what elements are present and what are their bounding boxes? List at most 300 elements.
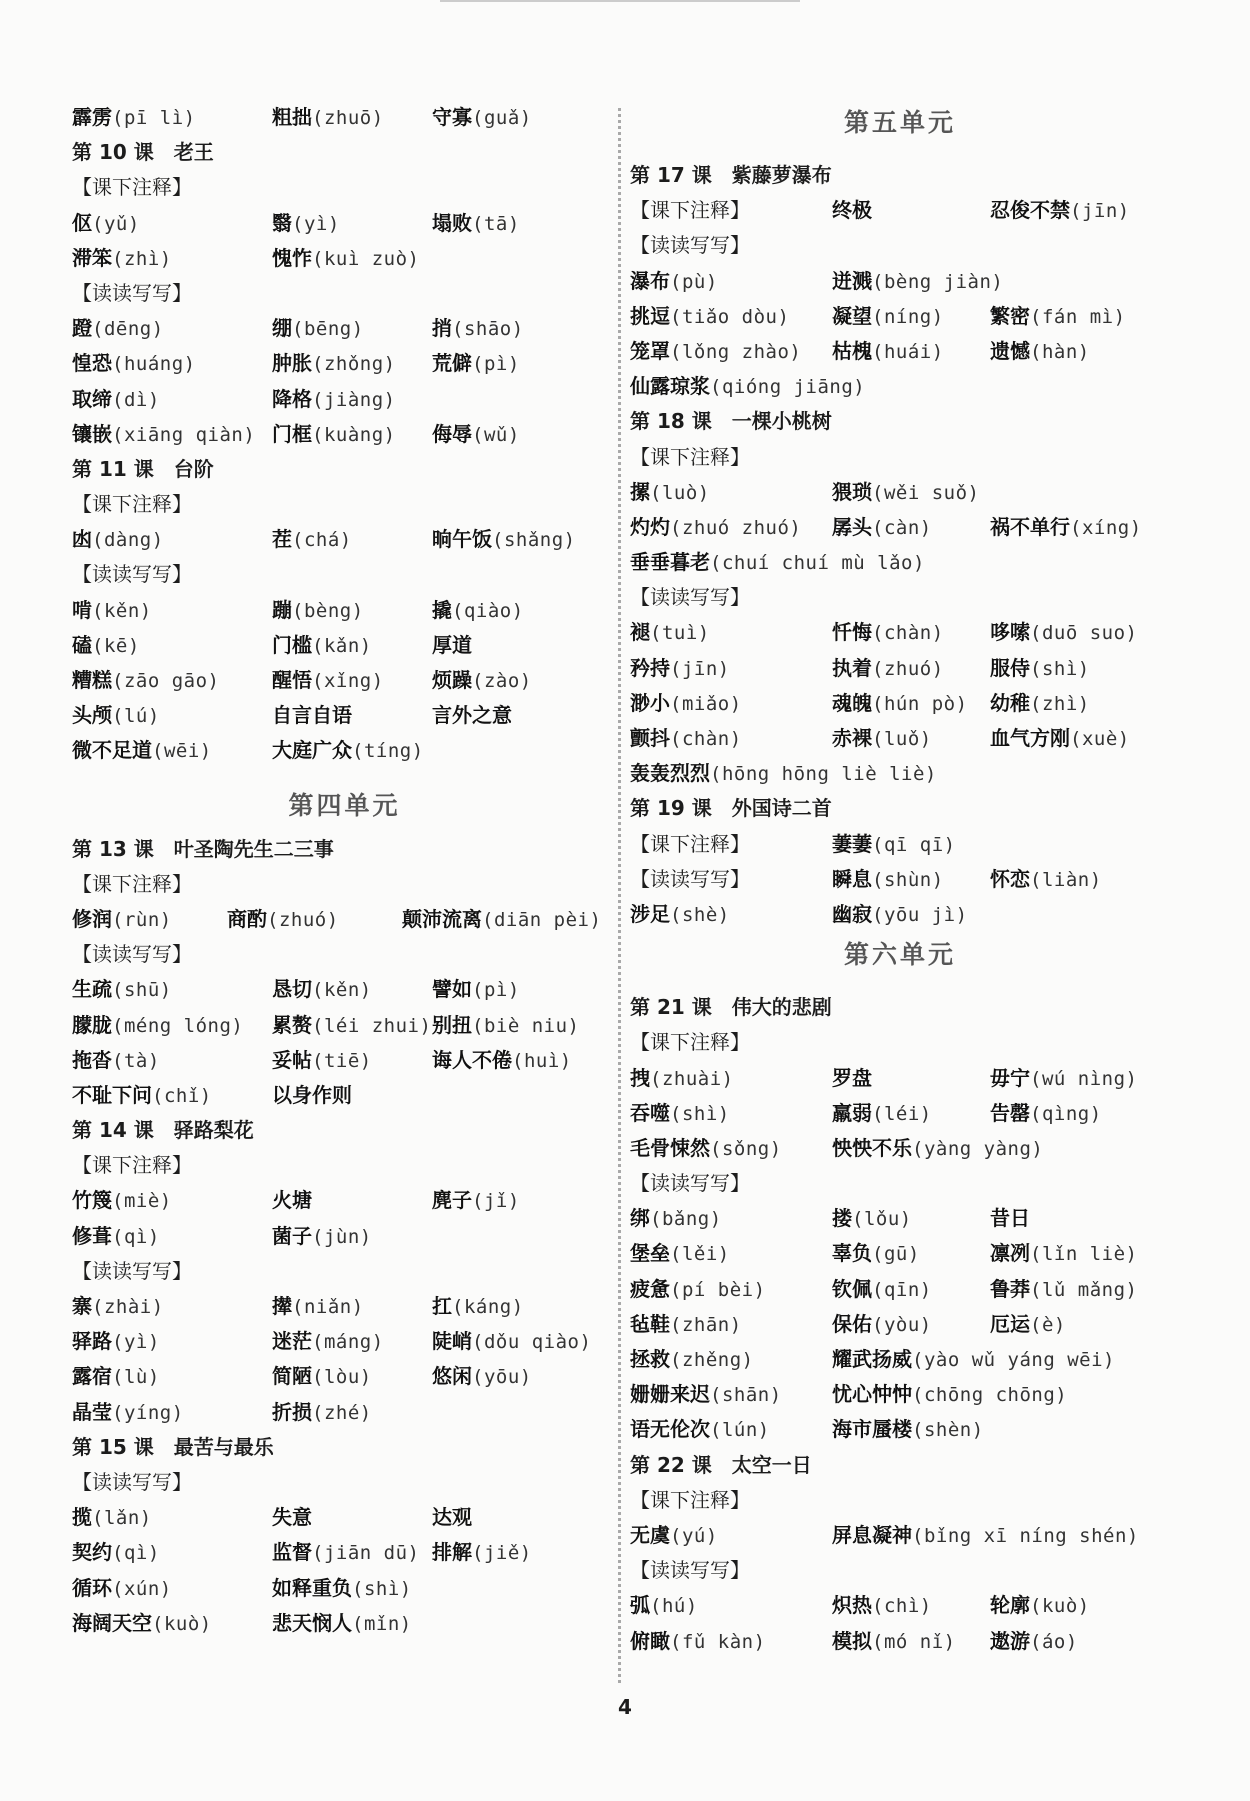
vocab-row (630, 1588, 1170, 1623)
vocab-entry (990, 1624, 1078, 1660)
vocab-row (72, 698, 617, 733)
section-label: 【读读写写】 (630, 585, 750, 610)
vocab-entry (832, 264, 1003, 300)
vocab-entry (832, 1588, 932, 1624)
vocab-word: 赤裸 (832, 726, 872, 750)
vocab-row (72, 1359, 617, 1394)
pinyin: (máng) (312, 1331, 384, 1354)
section-label: 【课下注释】 (630, 444, 750, 469)
vocab-entry (432, 663, 532, 699)
vocab-row (630, 686, 1170, 721)
vocab-entry (832, 1096, 932, 1132)
vocab-word: 矜持 (630, 655, 670, 680)
vocab-entry (432, 1324, 591, 1360)
vocab-word: 哆嗦 (990, 620, 1030, 645)
vocab-word: 忍俊不禁 (990, 198, 1070, 223)
pinyin: (zhuó) (872, 657, 944, 680)
vocab-entry (630, 1201, 722, 1237)
vocab-entry (72, 1395, 184, 1431)
vocab-entry (832, 1377, 1067, 1413)
pinyin: (kuì zuò) (312, 247, 420, 270)
pinyin: (huáng) (112, 353, 196, 376)
vocab-entry (72, 902, 172, 938)
pinyin: (dì) (112, 388, 160, 411)
pinyin: (jiě) (472, 1542, 532, 1565)
vocab-entry (990, 686, 1090, 722)
vocab-word: 拯救 (630, 1347, 670, 1371)
vocab-word: 拖沓 (72, 1047, 112, 1072)
section-label: 【课下注释】 (72, 492, 192, 517)
vocab-word: 毡鞋 (630, 1311, 670, 1336)
vocab-word: 怏怏不乐 (832, 1135, 912, 1160)
vocab-word: 遗憾 (990, 338, 1030, 363)
vocab-word: 保佑 (832, 1311, 872, 1336)
vocab-entry (272, 100, 384, 136)
vocab-entry (272, 1571, 412, 1607)
vocab-word: 祸不单行 (990, 514, 1070, 539)
vocab-word: 堡垒 (630, 1241, 670, 1266)
vocab-word: 服侍 (990, 655, 1030, 680)
vocab-row (630, 756, 1170, 791)
section-label: 【课下注释】 (630, 1030, 750, 1055)
vocab-entry (227, 902, 339, 938)
vocab-entry (630, 1518, 718, 1554)
section-label: 【读读写写】 (72, 280, 192, 305)
vocab-word: 荒僻 (432, 351, 472, 376)
vocab-word: 悲天悯人 (272, 1610, 352, 1635)
pinyin: (shùn) (872, 868, 944, 891)
vocab-entry (630, 299, 789, 335)
vocab-row (630, 1272, 1170, 1307)
vocab-entry (72, 698, 160, 734)
vocab-entry (432, 1183, 520, 1219)
vocab-row (630, 862, 1170, 897)
pinyin: (níng) (872, 305, 944, 328)
vocab-word: 恳切 (272, 977, 312, 1002)
vocab-word: 仙露琼浆 (630, 374, 710, 399)
vocab-row (72, 1395, 617, 1430)
vocab-entry (272, 311, 364, 347)
vocab-row (72, 311, 617, 346)
vocab-entry (832, 827, 956, 863)
pinyin: (miè) (112, 1190, 172, 1213)
vocab-entry (990, 1201, 1030, 1236)
vocab-word: 厚道 (432, 632, 472, 657)
vocab-entry (832, 1518, 1139, 1554)
vocab-entry (272, 698, 352, 733)
pinyin: (yíng) (112, 1401, 184, 1424)
pinyin: (wǔ) (472, 423, 520, 446)
vocab-entry (630, 264, 718, 300)
vocab-row (72, 663, 617, 698)
pinyin: (lǒng zhào) (670, 340, 802, 363)
vocab-word: 海阔天空 (72, 1610, 152, 1635)
vocab-row (72, 522, 617, 557)
section-label: 【课下注释】 (72, 175, 192, 200)
vocab-row (630, 475, 1170, 510)
pinyin: (yǔ) (92, 212, 140, 235)
vocab-entry (990, 1272, 1137, 1308)
vocab-word: 大庭广众 (272, 738, 352, 763)
pinyin: (xún) (112, 1577, 172, 1600)
vocab-entry (432, 311, 524, 347)
vocab-entry (630, 615, 710, 651)
vocab-word: 诲人不倦 (432, 1047, 512, 1072)
vocab-word: 露宿 (72, 1364, 112, 1389)
lesson-number: 第 19 课 (630, 796, 712, 821)
vocab-row (72, 1571, 617, 1606)
pinyin: (shè) (670, 903, 730, 926)
pinyin: (jǐ) (472, 1190, 520, 1213)
vocab-word: 耀武扬威 (832, 1347, 912, 1371)
vocab-entry (272, 417, 396, 453)
pinyin: (shì) (352, 1577, 412, 1600)
vocab-entry (432, 417, 520, 453)
vocab-row (72, 972, 617, 1007)
pinyin: (xiāng qiàn) (112, 423, 256, 446)
lesson-number: 第 17 课 (630, 163, 712, 187)
vocab-entry (432, 628, 472, 663)
vocab-entry (630, 1236, 730, 1272)
pinyin: (lǎn) (92, 1507, 152, 1530)
vocab-word: 修葺 (72, 1223, 112, 1248)
pinyin: (zhān) (670, 1313, 742, 1336)
vocab-row (630, 510, 1170, 545)
pinyin: (zhěng) (670, 1349, 754, 1371)
pinyin: (lù) (112, 1366, 160, 1389)
vocab-word: 契约 (72, 1540, 112, 1565)
pinyin: (luǒ) (872, 728, 932, 750)
vocab-entry (630, 334, 801, 370)
pinyin: (fǔ kàn) (670, 1630, 766, 1653)
pinyin: (hún pò) (872, 692, 968, 715)
vocab-entry (272, 1606, 412, 1642)
vocab-word: 寨 (72, 1294, 92, 1318)
pinyin: (pì) (472, 353, 520, 376)
pinyin: (bēng) (292, 318, 364, 341)
pinyin: (kuò) (152, 1612, 212, 1635)
right-column (630, 100, 1170, 1659)
vocab-row (72, 628, 617, 663)
vocab-word: 颤抖 (630, 726, 670, 750)
pinyin: (lěi) (670, 1243, 730, 1266)
vocab-word: 麂子 (432, 1188, 472, 1213)
pinyin: (wú nìng) (1030, 1067, 1138, 1090)
pinyin: (yú) (670, 1524, 718, 1547)
vocab-word: 生疏 (72, 977, 112, 1002)
section-label: 【课下注释】 (72, 1153, 192, 1178)
pinyin: (yì) (112, 1331, 160, 1354)
vocab-word: 血气方刚 (990, 726, 1070, 750)
pinyin: (jiàng) (312, 388, 396, 411)
vocab-word: 糟糕 (72, 668, 112, 692)
pinyin: (qīn) (872, 1278, 932, 1301)
vocab-row (72, 1043, 617, 1078)
pinyin: (diān pèi) (482, 908, 602, 931)
vocab-word: 忧心忡忡 (832, 1382, 912, 1407)
pinyin: (tuì) (650, 622, 710, 645)
vocab-word: 头颅 (72, 703, 112, 728)
vocab-entry (630, 897, 730, 933)
vocab-entry (990, 1307, 1066, 1343)
pinyin: (shū) (112, 979, 172, 1002)
vocab-word: 捎 (432, 316, 452, 341)
vocab-row (630, 1624, 1170, 1659)
pinyin: (zào) (472, 670, 532, 692)
vocab-word: 悠闲 (432, 1364, 472, 1389)
vocab-word: 粗拙 (272, 105, 312, 129)
pinyin: (zhǒng) (312, 353, 396, 376)
section-label: 【读读写写】 (630, 1171, 750, 1196)
vocab-entry (990, 334, 1090, 370)
vocab-entry (630, 756, 937, 792)
section-label (630, 827, 750, 862)
vocab-entry (630, 1624, 766, 1660)
section-text: 【课下注释】 (630, 831, 750, 856)
section-label: 【读读写写】 (72, 562, 192, 587)
pinyin: (tiǎo dòu) (670, 305, 790, 328)
vocab-entry (832, 1307, 932, 1343)
pinyin: (qì) (112, 1225, 160, 1248)
vocab-entry (630, 1377, 782, 1413)
pinyin: (fán mì) (1030, 305, 1126, 328)
pinyin: (kěn) (312, 979, 372, 1002)
pinyin: (luò) (650, 481, 710, 504)
vocab-entry (72, 346, 196, 382)
pinyin: (zhì) (1030, 692, 1090, 715)
vocab-entry (272, 522, 352, 558)
pinyin: (zhuō) (312, 107, 384, 129)
lesson-number: 第 18 课 (630, 409, 712, 434)
pinyin: (biè niu) (472, 1014, 580, 1037)
vocab-row (72, 1324, 617, 1359)
vocab-word: 灼灼 (630, 514, 670, 539)
section-label: 【读读写写】 (72, 942, 192, 967)
pinyin: (qiào) (452, 599, 524, 622)
lesson-title: 老王 (173, 140, 214, 165)
vocab-word: 毛骨悚然 (630, 1135, 710, 1160)
lesson-number: 第 15 课 (72, 1434, 154, 1459)
pinyin: (bèng jiàn) (872, 270, 1004, 293)
vocab-entry (432, 1289, 524, 1325)
vocab-word: 疲惫 (630, 1276, 670, 1301)
vocab-row (630, 264, 1170, 299)
vocab-entry (832, 334, 944, 370)
vocab-row (72, 902, 617, 937)
vocab-word: 轮廓 (990, 1593, 1030, 1618)
vocab-entry (832, 686, 968, 722)
vocab-entry (630, 1342, 754, 1378)
vocab-row (72, 1606, 617, 1641)
pinyin: (xíng) (1070, 516, 1142, 539)
vocab-entry (990, 1236, 1137, 1272)
pinyin: (chǐ) (152, 1084, 212, 1107)
pinyin: (hàn) (1030, 340, 1090, 363)
lesson-title: 最苦与最乐 (173, 1434, 274, 1459)
vocab-word: 茬 (272, 527, 292, 552)
vocab-word: 钦佩 (832, 1276, 872, 1301)
vocab-word: 凛冽 (990, 1241, 1030, 1266)
pinyin: (càn) (872, 516, 932, 539)
vocab-word: 晶莹 (72, 1399, 112, 1424)
section-text: 【读读写写】 (630, 866, 750, 891)
vocab-entry (832, 475, 979, 511)
pinyin: (léi) (872, 1102, 932, 1125)
vocab-row (72, 1183, 617, 1218)
vocab-entry (832, 510, 932, 546)
vocab-entry (72, 733, 212, 769)
vocab-row (630, 615, 1170, 650)
vocab-entry (72, 1359, 160, 1395)
vocab-word: 扛 (432, 1294, 452, 1318)
unit-heading: 第四单元 (288, 790, 401, 820)
vocab-entry (990, 1096, 1102, 1132)
vocab-word: 摞 (630, 479, 650, 504)
pinyin: (qìng) (1030, 1102, 1102, 1125)
vocab-entry (72, 1500, 152, 1536)
vocab-row (630, 897, 1170, 932)
vocab-word: 火塘 (272, 1188, 312, 1213)
vocab-entry (272, 1078, 352, 1113)
vocab-word: 翳 (272, 210, 292, 235)
vocab-word: 鲁莽 (990, 1276, 1030, 1301)
vocab-word: 褪 (630, 620, 650, 645)
vocab-word: 颠沛流离 (402, 906, 482, 931)
pinyin: (chuí chuí mù lǎo) (710, 552, 925, 575)
vocab-word: 语无伦次 (630, 1417, 710, 1442)
vocab-entry (272, 663, 384, 699)
vocab-entry (272, 206, 340, 242)
vocab-word: 折损 (272, 1399, 312, 1424)
pinyin: (dēng) (92, 318, 164, 341)
vocab-row (630, 1236, 1170, 1271)
lesson-title: 外国诗二首 (731, 796, 832, 821)
lesson-title: 台阶 (173, 456, 214, 481)
vocab-entry (272, 1535, 419, 1571)
vocab-entry (72, 1535, 160, 1571)
vocab-word: 垂垂暮老 (630, 550, 710, 575)
vocab-word: 忏悔 (832, 620, 872, 645)
vocab-row (72, 1535, 617, 1570)
vocab-entry (630, 475, 710, 511)
vocab-entry (432, 1535, 532, 1571)
vocab-entry (272, 628, 372, 664)
vocab-word: 撬 (432, 597, 452, 622)
lesson-number: 第 11 课 (72, 456, 154, 481)
vocab-word: 凼 (72, 527, 92, 552)
section-text: 【课下注释】 (630, 198, 750, 223)
lesson-heading (630, 791, 1170, 826)
lesson-title: 伟大的悲剧 (731, 995, 832, 1020)
vocab-entry (272, 1008, 431, 1044)
vocab-entry (432, 206, 520, 242)
vocab-entry (72, 382, 160, 418)
pinyin: (dàng) (92, 529, 164, 552)
vocab-word: 姗姗来迟 (630, 1382, 710, 1407)
pinyin: (gū) (872, 1243, 920, 1266)
vocab-entry (832, 1131, 1043, 1167)
pinyin: (qī qī) (872, 833, 956, 856)
vocab-word: 朦胧 (72, 1012, 112, 1037)
vocab-entry (630, 1272, 766, 1308)
lesson-number: 第 14 课 (72, 1118, 154, 1143)
vocab-entry (990, 193, 1130, 229)
vocab-word: 俯瞰 (630, 1628, 670, 1653)
vocab-entry (630, 651, 730, 687)
vocab-row (630, 1342, 1170, 1377)
vocab-row (72, 206, 617, 241)
pinyin: (guǎ) (472, 107, 532, 129)
pinyin: (tíng) (352, 740, 424, 763)
vocab-word: 如释重负 (272, 1575, 352, 1600)
vocab-word: 吞噬 (630, 1100, 670, 1125)
lesson-heading (72, 832, 617, 867)
vocab-word: 屏息凝神 (832, 1522, 912, 1547)
lesson-heading (630, 404, 1170, 439)
lesson-heading (72, 1113, 617, 1148)
lesson-heading (72, 452, 617, 487)
pinyin: (lǐn liè) (1030, 1243, 1138, 1266)
section-label: 【课下注释】 (630, 1487, 750, 1512)
vocab-entry (832, 615, 944, 651)
section-label: 【课下注释】 (72, 871, 192, 896)
vocab-entry (272, 346, 396, 382)
vocab-entry (832, 1201, 912, 1237)
pinyin: (zhuó) (267, 908, 339, 931)
pinyin: (bǎng) (650, 1208, 722, 1231)
pinyin: (shǎng) (492, 529, 576, 552)
pinyin: (yì) (292, 212, 340, 235)
pinyin: (zhuó zhuó) (670, 516, 802, 539)
vocab-entry (72, 417, 255, 453)
pinyin: (sǒng) (710, 1137, 782, 1160)
vocab-word: 模拟 (832, 1628, 872, 1653)
pinyin: (léi zhui) (312, 1014, 432, 1037)
pinyin: (káng) (452, 1296, 524, 1318)
pinyin: (yào wǔ yáng wēi) (912, 1349, 1115, 1371)
pinyin: (áo) (1030, 1630, 1078, 1653)
vocab-entry (630, 510, 801, 546)
vocab-entry (72, 628, 140, 664)
lesson-title: 驿路梨花 (173, 1118, 254, 1143)
pinyin: (wěi suǒ) (872, 481, 980, 504)
vocab-word: 自言自语 (272, 703, 352, 728)
vocab-entry (432, 1500, 472, 1535)
vocab-entry (272, 1043, 372, 1079)
vocab-entry (630, 1096, 730, 1132)
vocab-entry (72, 1606, 212, 1642)
vocab-word: 搂 (832, 1206, 852, 1231)
vocab-row (72, 346, 617, 381)
vocab-entry (630, 369, 865, 405)
vocab-entry (630, 545, 925, 581)
pinyin: (chá) (292, 529, 352, 552)
vocab-word: 萋萋 (832, 831, 872, 856)
vocab-word: 累赘 (272, 1012, 312, 1037)
vocab-row (72, 241, 617, 276)
vocab-word: 揽 (72, 1505, 92, 1530)
vocab-word: 瀑布 (630, 268, 670, 293)
vocab-word: 言外之意 (432, 703, 512, 728)
pinyin: (jīn) (670, 657, 730, 680)
lesson-heading (630, 1448, 1170, 1483)
pinyin: (yōu jì) (872, 903, 968, 926)
vocab-entry (72, 1324, 160, 1360)
vocab-word: 昔日 (990, 1206, 1030, 1231)
vocab-row (630, 1131, 1170, 1166)
section-label: 【读读写写】 (630, 233, 750, 258)
vocab-word: 迷茫 (272, 1329, 312, 1354)
